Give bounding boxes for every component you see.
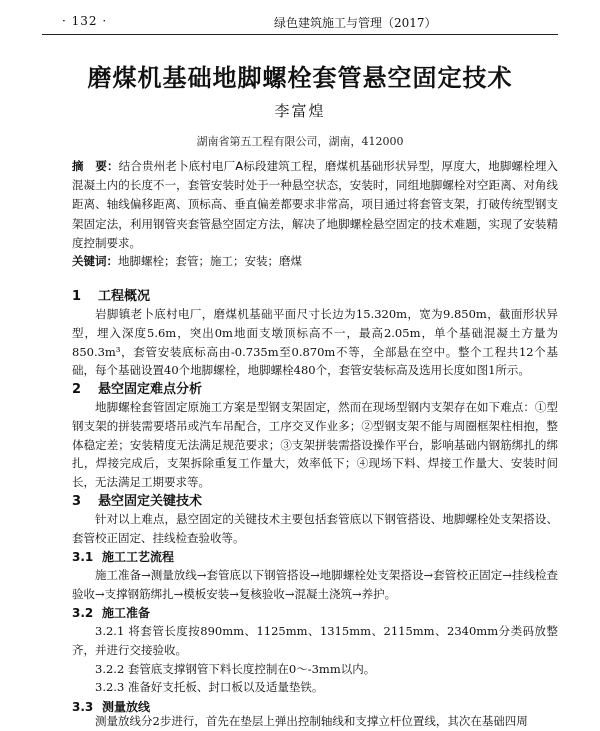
section-heading-2: 2 悬空固定难点分析 [72, 382, 203, 397]
journal-title: 绿色建筑施工与管理（2017） [274, 16, 437, 30]
subsection-3-3-paragraph: 测量放线分2步进行，首先在垫层上弹出控制轴线和支撑立杆位置线，其次在基础四周 [95, 714, 528, 728]
abstract-text: 结合贵州老卜底村电厂A标段建筑工程，磨煤机基础形状异型，厚度大，地脚螺栓埋入混凝土内的长度不一，套管安装时处于一种悬空状态，安装时，同组地脚螺栓对空距离、对角线距离、轴线偏移距离、顶标高、垂直偏差都要求非常高，项目通过将套管支架，打破传统型钢支架固定法，利用钢管夹套管悬空固定方法，解决了地脚螺栓悬空固定的技术难题，实现了安装精度控制要求。 [72, 159, 558, 250]
running-header [42, 10, 558, 35]
section-2-paragraph: 地脚螺栓套管固定原施工方案是型钢支架固定，然而在现场型钢内支架存在如下难点：①型钢支架的拼装需要塔吊或汽车吊配合，工序交叉作业多；②型钢支架不能与周圈框架柱相抱，整体稳定差；安装精度无法满足规范要求；③支架拼装需搭设操作平台，影响基础内钢筋绑扎的绑扎，焊接完成后，支架拆除重复工作量大，效率低下；④现场下料、焊接工作量大、安装时间长，无法满足工期要求等。 [72, 400, 558, 490]
section-heading-1: 1 工程概况 [72, 289, 151, 304]
subsection-3-1-paragraph: 施工准备→测量放线→套管底以下钢管搭设→地脚螺栓处支架搭设→套管校正固定→挂线检查验收→支撑钢筋绑扎→模板安装→复核验收→混凝土浇筑→养护。 [72, 568, 558, 601]
subsection-heading-3-1: 3.1 施工工艺流程 [72, 550, 175, 564]
section-1-paragraph: 岩脚镇老卜底村电厂，磨煤机基础平面尺寸长边为15.320m，宽为9.850m，截面形状异型，埋入深度5.6m，突出0m地面支墩顶标高不一，最高2.05m，单个基础混凝土方量为850.3m³，套管安装底标高由-0.735m至0.870m不等，全部悬在空中。整个工程共12个基础，每个基础设置40个地脚螺栓，地脚螺栓480个，套管安装标高及选用长度如图1所示。 [72, 307, 558, 378]
article-title: 磨煤机基础地脚螺栓套管悬空固定技术 [87, 63, 513, 92]
section-3-paragraph: 针对以上难点，悬空固定的关键技术主要包括套管底以下钢管搭设、地脚螺栓处支架搭设、套管校正固定、挂线检查验收等。 [72, 512, 558, 545]
author-affiliation: 湖南省第五工程有限公司，湖南，412000 [196, 135, 404, 148]
keywords-label: 关键词： [72, 254, 118, 268]
subsection-3-2-paragraph-3: 3.2.3 准备好支托板、封口板以及适量垫铁。 [95, 680, 324, 694]
subsection-heading-3-3: 3.3 测量放线 [72, 700, 151, 714]
section-heading-3: 3 悬空固定关键技术 [72, 494, 203, 509]
keywords-text: 地脚螺栓；套管；施工；安装；磨煤 [118, 254, 302, 268]
page-number: · 132 · [62, 14, 108, 28]
subsection-heading-3-2: 3.2 施工准备 [72, 606, 151, 620]
abstract-label: 摘 要： [72, 159, 119, 173]
keywords [72, 253, 558, 269]
subsection-3-2-paragraph-2: 3.2.2 套管底支撑钢管下料长度控制在0～-3mm以内。 [95, 662, 376, 676]
subsection-3-2-paragraph-1: 3.2.1 将套管长度按890mm、1125mm、1315mm、2115mm、2340mm分类码放整齐，并进行交接验收。 [72, 624, 558, 657]
article-author: 李富煌 [274, 102, 326, 120]
abstract [72, 157, 558, 253]
